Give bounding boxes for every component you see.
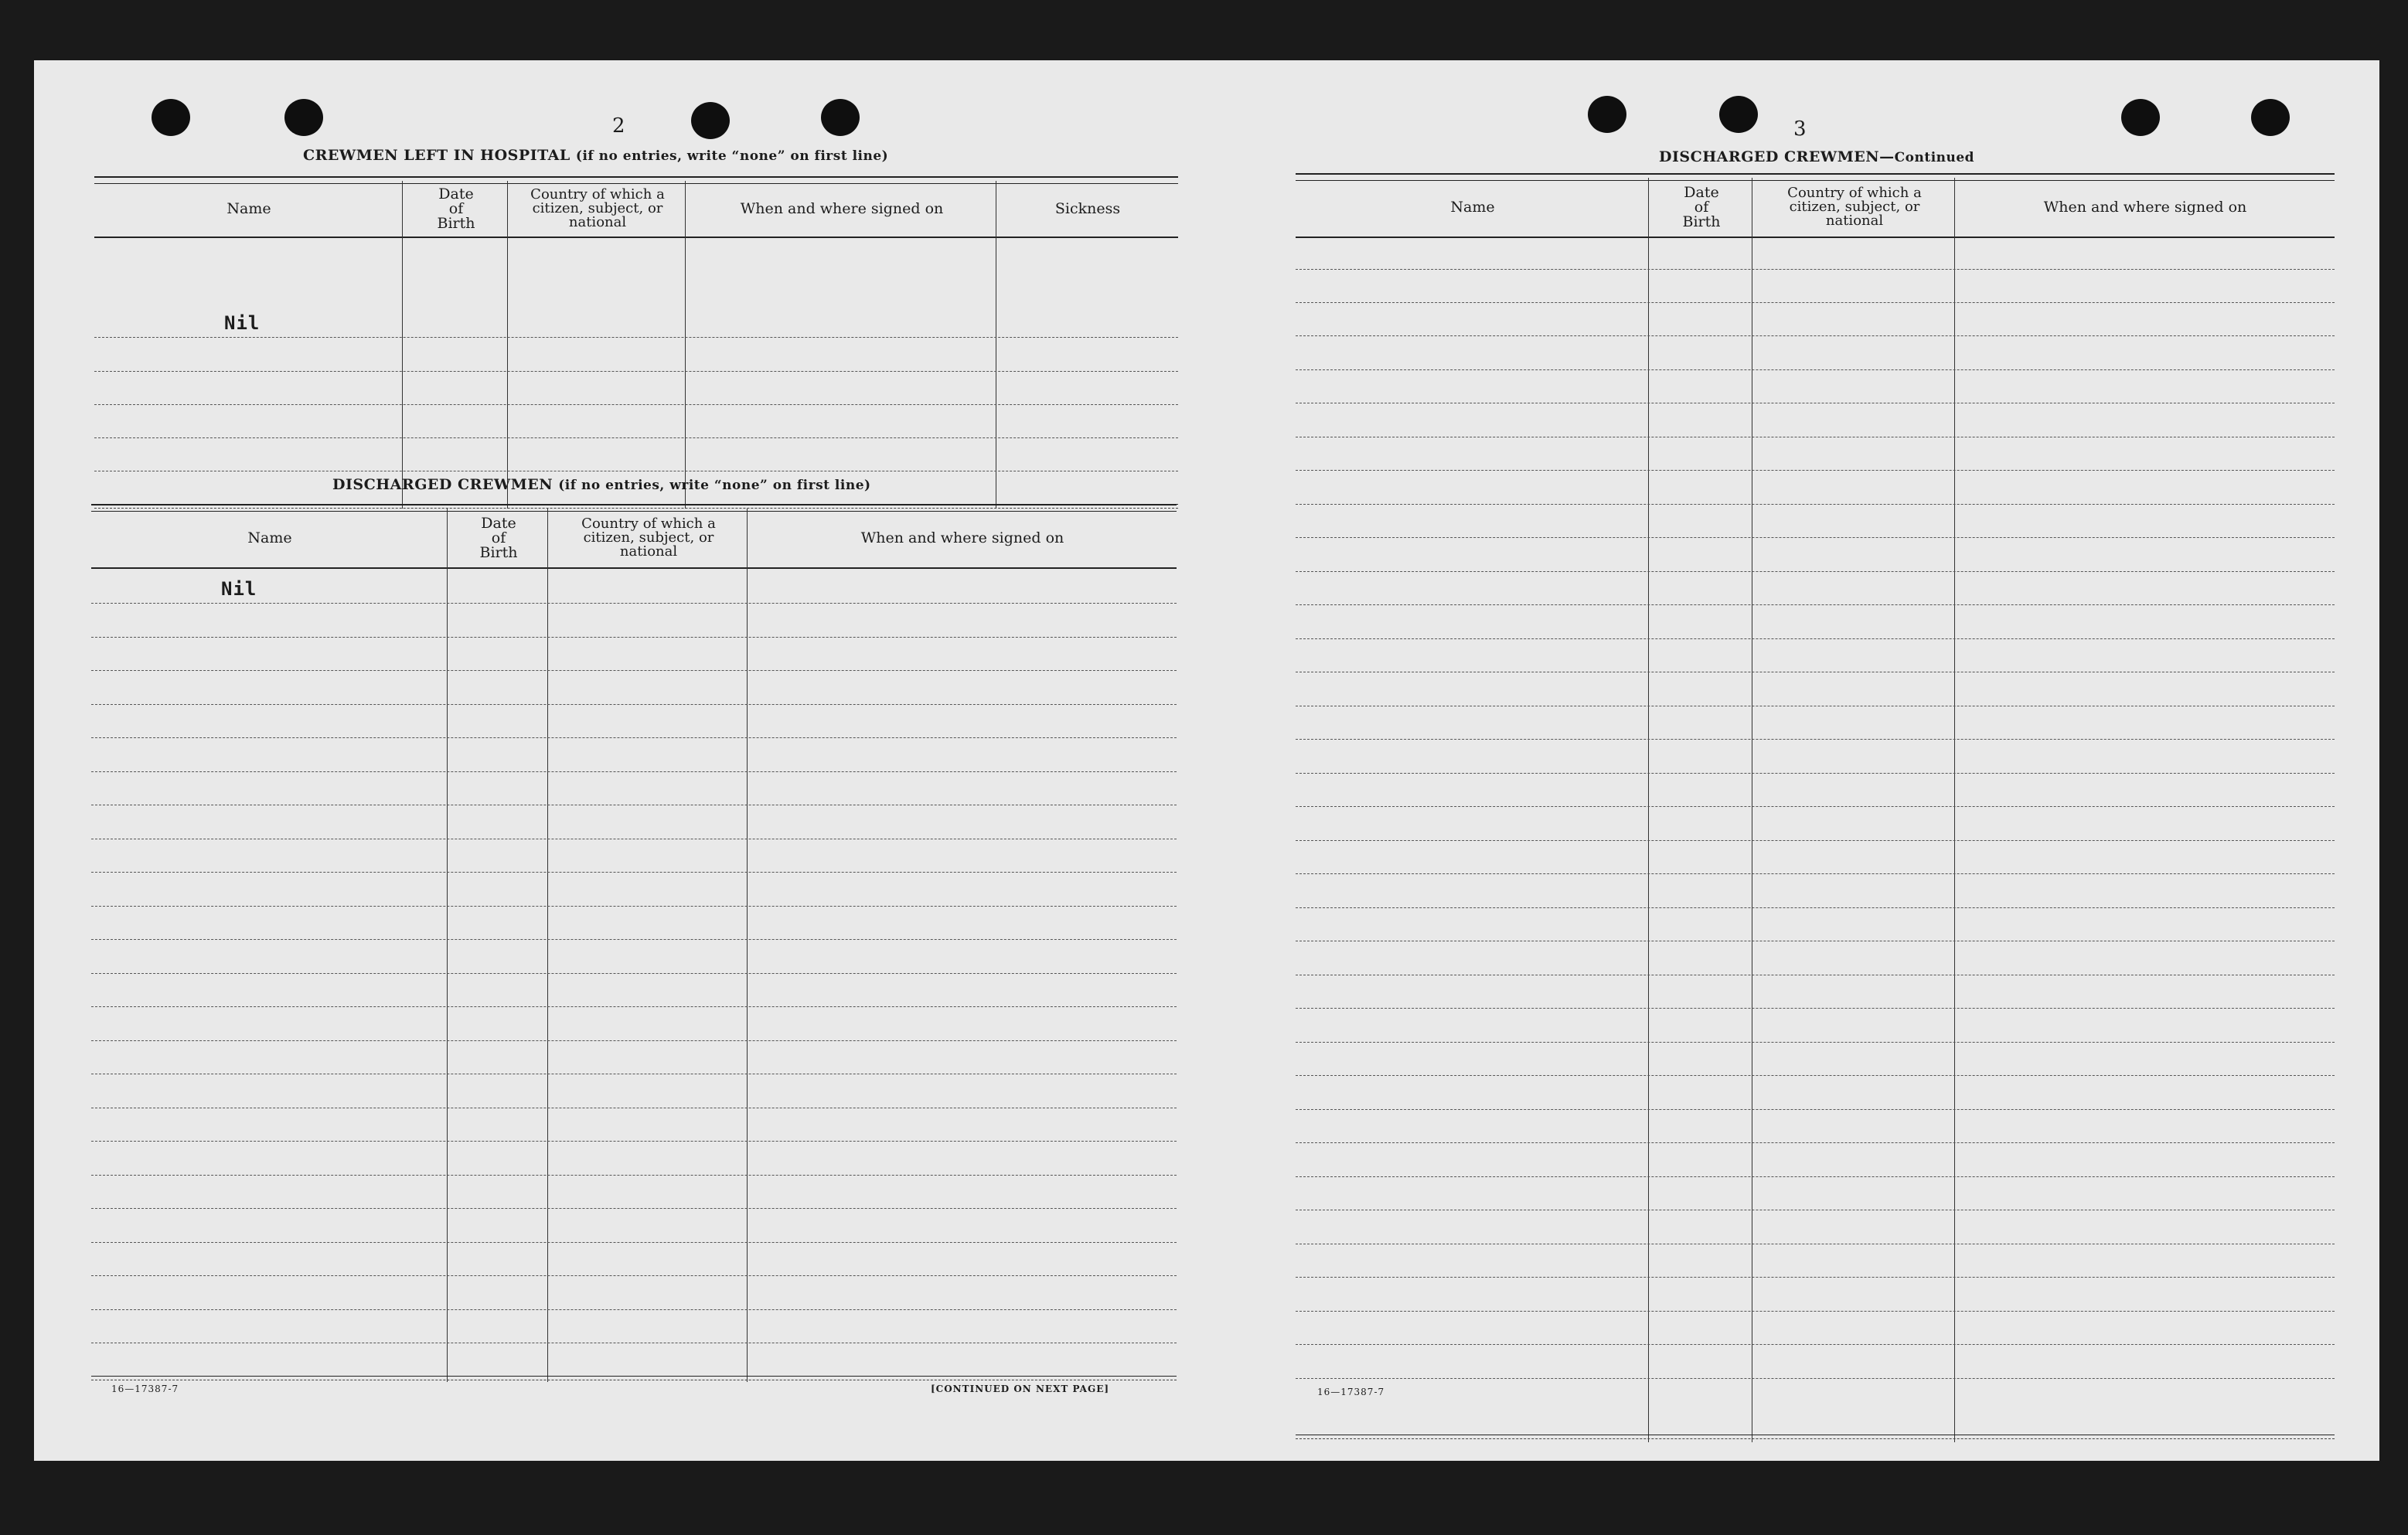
entry-line [91, 603, 1177, 604]
entry-line [94, 437, 1178, 438]
entry-line [91, 637, 1177, 638]
page-number: 2 [612, 114, 625, 138]
discharged-title-text: DISCHARGED CREWMEN [332, 476, 553, 493]
col-header-country: Country of which a citizen, subject, or national [581, 516, 716, 560]
column-divider [447, 509, 448, 1382]
punch-hole [1719, 96, 1758, 133]
column-divider [547, 509, 548, 1382]
discharged-section-title [332, 476, 871, 493]
column-divider [685, 181, 686, 509]
discharged-continued-title-text: DISCHARGED CREWMEN— [1659, 148, 1895, 165]
column-divider [507, 181, 508, 509]
column-divider [1954, 178, 1955, 1442]
table-header-row [91, 509, 1177, 569]
col-header-name: Name [1450, 198, 1495, 216]
punch-hole [691, 102, 730, 139]
col-header-when-where: When and where signed on [2043, 198, 2247, 216]
page-number: 3 [1793, 117, 1807, 141]
discharged-continued-table [1296, 173, 2335, 1441]
col-header-country: Country of which a citizen, subject, or national [1787, 185, 1922, 229]
hospital-table [94, 176, 1178, 509]
punch-hole [284, 99, 323, 136]
entry-line [1296, 1176, 2335, 1177]
col-header-date-of-birth: Date of Birth [437, 185, 475, 232]
entry-line [94, 337, 1178, 338]
left-page [34, 60, 1209, 1461]
entry-line [1296, 840, 2335, 841]
entry-line [1296, 1344, 2335, 1345]
entry-line [91, 1175, 1177, 1176]
col-header-country: Country of which a citizen, subject, or national [530, 186, 665, 230]
entry-line [91, 1040, 1177, 1041]
entry-line [94, 371, 1178, 372]
punch-hole [152, 99, 190, 136]
entry-line [91, 670, 1177, 671]
entry-line [1296, 873, 2335, 874]
col-header-name: Name [226, 199, 271, 217]
entry-line [91, 872, 1177, 873]
entry-line [1296, 1075, 2335, 1076]
entry-line [1296, 1311, 2335, 1312]
hospital-section-title [303, 147, 888, 164]
entry-line [91, 1242, 1177, 1243]
form-sheet [34, 60, 2379, 1461]
column-divider [747, 509, 748, 1382]
continued-note: [CONTINUED ON NEXT PAGE] [931, 1384, 1110, 1394]
hospital-title-note: (if no entries, write “none” on first line) [575, 148, 889, 164]
entry-line [1296, 537, 2335, 538]
entry-line [94, 404, 1178, 405]
entry-line [1296, 1008, 2335, 1009]
entry-line [1296, 1142, 2335, 1143]
col-header-when-where: When and where signed on [740, 199, 944, 217]
right-page [1209, 60, 2379, 1461]
entry-line [91, 1141, 1177, 1142]
entry-line [1296, 773, 2335, 774]
entry-line [91, 1309, 1177, 1310]
entry-line [1296, 504, 2335, 505]
entry-line [1296, 1109, 2335, 1110]
entry-line [1296, 470, 2335, 471]
continued-label: Continued [1894, 150, 1975, 165]
entry-line [91, 939, 1177, 940]
entry-line [1296, 1277, 2335, 1278]
col-header-when-where: When and where signed on [860, 529, 1064, 546]
entry-line [1296, 369, 2335, 370]
hospital-title-text: CREWMEN LEFT IN HOSPITAL [303, 147, 570, 164]
entry-line [1296, 269, 2335, 270]
punch-hole [2251, 99, 2290, 136]
form-code: 16—17387-7 [111, 1384, 179, 1394]
table-bottom-rule [1296, 1435, 2335, 1439]
col-header-name: Name [247, 529, 292, 546]
entry-line [91, 771, 1177, 772]
entry-line [1296, 907, 2335, 908]
table-bottom-rule [91, 1376, 1177, 1380]
hospital-entry: Nil [224, 312, 261, 334]
col-header-date-of-birth: Date of Birth [479, 514, 518, 561]
discharged-title-note: (if no entries, write “none” on first line) [558, 478, 871, 493]
punch-hole [821, 99, 860, 136]
entry-line [1296, 806, 2335, 807]
discharged-continued-title [1659, 148, 1974, 165]
discharged-entry: Nil [221, 578, 257, 600]
entry-line [1296, 571, 2335, 572]
entry-line [91, 1275, 1177, 1276]
entry-line [91, 906, 1177, 907]
table-header-row [94, 181, 1178, 238]
entry-line [91, 704, 1177, 705]
entry-line [1296, 302, 2335, 303]
form-code: 16—17387-7 [1317, 1387, 1385, 1397]
entry-line [1296, 739, 2335, 740]
discharged-table [91, 504, 1177, 1382]
entry-line [91, 1208, 1177, 1209]
col-header-date-of-birth: Date of Birth [1682, 183, 1721, 230]
col-header-sickness: Sickness [1054, 199, 1121, 217]
entry-line [1296, 1378, 2335, 1379]
entry-line [1296, 604, 2335, 605]
column-divider [402, 181, 403, 509]
entry-line [91, 1006, 1177, 1007]
entry-line [1296, 335, 2335, 336]
entry-line [91, 973, 1177, 974]
punch-hole [1588, 96, 1626, 133]
entry-line [1296, 638, 2335, 639]
entry-line [1296, 1042, 2335, 1043]
table-header-row [1296, 178, 2335, 238]
entry-line [91, 737, 1177, 738]
punch-hole [2121, 99, 2160, 136]
column-divider [1648, 178, 1649, 1442]
